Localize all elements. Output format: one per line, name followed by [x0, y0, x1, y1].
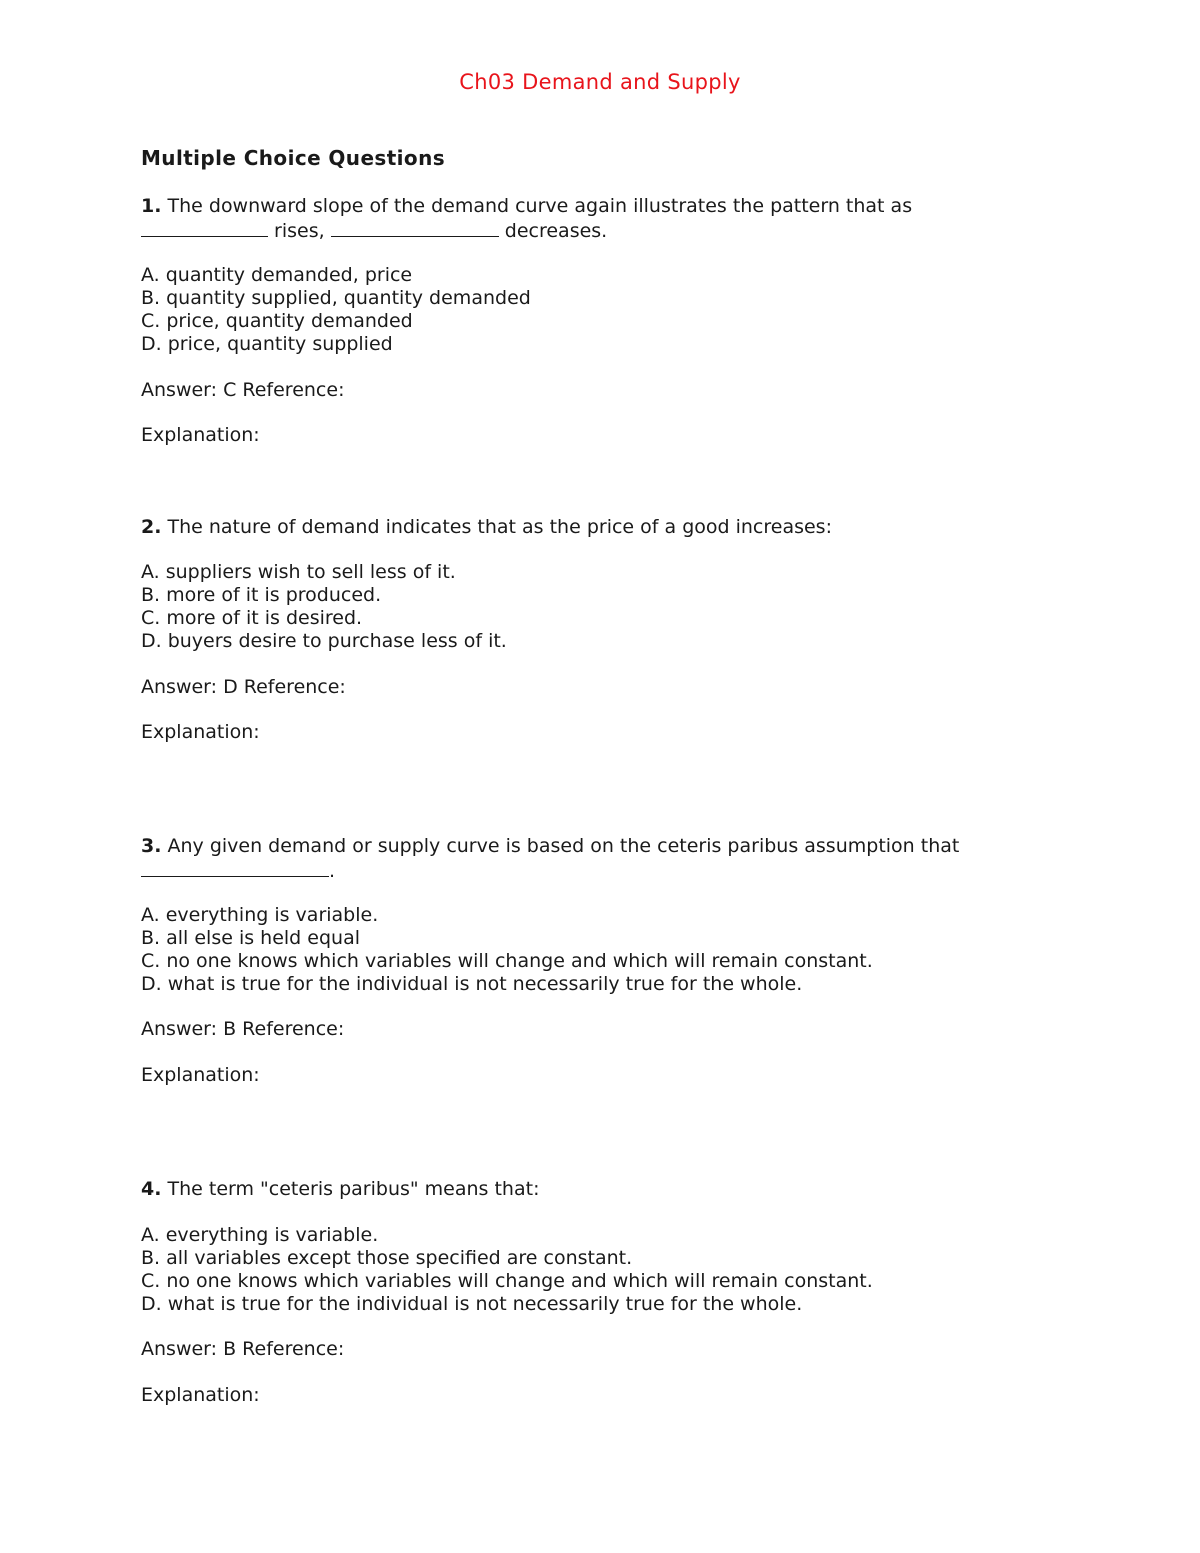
question-3-stem-line1: [141, 835, 959, 858]
option: D. price, quantity supplied: [141, 333, 393, 355]
question-stem: The nature of demand indicates that as the price of a good increases:: [167, 516, 832, 538]
option: A. everything is variable.: [141, 904, 379, 926]
option: D. buyers desire to purchase less of it.: [141, 630, 507, 652]
fill-in-blank: [331, 218, 499, 237]
option: B. more of it is produced.: [141, 584, 382, 606]
question-stem-part: .: [329, 860, 336, 882]
fill-in-blank: [141, 858, 329, 877]
question-4-stem-line1: [141, 1178, 539, 1201]
option: A. everything is variable.: [141, 1224, 379, 1246]
explanation-line: Explanation:: [141, 1384, 260, 1406]
option: B. all else is held equal: [141, 927, 360, 949]
document-title: Ch03 Demand and Supply: [459, 70, 741, 94]
explanation-line: Explanation:: [141, 424, 260, 446]
explanation-line: Explanation:: [141, 721, 260, 743]
option: C. more of it is desired.: [141, 607, 363, 629]
question-1-stem-line2: [141, 218, 607, 243]
answer-line: Answer: B Reference:: [141, 1018, 345, 1040]
answer-line: Answer: D Reference:: [141, 676, 346, 698]
option: D. what is true for the individual is not necessarily true for the whole.: [141, 973, 803, 995]
question-2-stem-line1: [141, 516, 832, 539]
option: B. all variables except those specified are constant.: [141, 1247, 633, 1269]
option: C. no one knows which variables will change and which will remain constant.: [141, 1270, 873, 1292]
option: C. no one knows which variables will change and which will remain constant.: [141, 950, 873, 972]
question-number: 4.: [141, 1178, 162, 1200]
section-heading: Multiple Choice Questions: [141, 146, 446, 170]
question-3-stem-line2: [141, 858, 335, 883]
question-number: 1.: [141, 195, 162, 217]
question-1-stem-line1: [141, 195, 912, 218]
question-stem: Any given demand or supply curve is based on the ceteris paribus assumption that: [167, 835, 960, 857]
question-stem-part: decreases.: [504, 220, 608, 242]
question-stem: The term "ceteris paribus" means that:: [167, 1178, 540, 1200]
answer-line: Answer: B Reference:: [141, 1338, 345, 1360]
fill-in-blank: [141, 218, 268, 237]
option: B. quantity supplied, quantity demanded: [141, 287, 531, 309]
option: D. what is true for the individual is not necessarily true for the whole.: [141, 1293, 803, 1315]
question-stem: The downward slope of the demand curve again illustrates the pattern that as: [167, 195, 913, 217]
question-number: 3.: [141, 835, 162, 857]
answer-line: Answer: C Reference:: [141, 379, 345, 401]
explanation-line: Explanation:: [141, 1064, 260, 1086]
option: C. price, quantity demanded: [141, 310, 413, 332]
option: A. suppliers wish to sell less of it.: [141, 561, 456, 583]
question-number: 2.: [141, 516, 162, 538]
question-stem-part: rises,: [274, 220, 325, 242]
option: A. quantity demanded, price: [141, 264, 413, 286]
